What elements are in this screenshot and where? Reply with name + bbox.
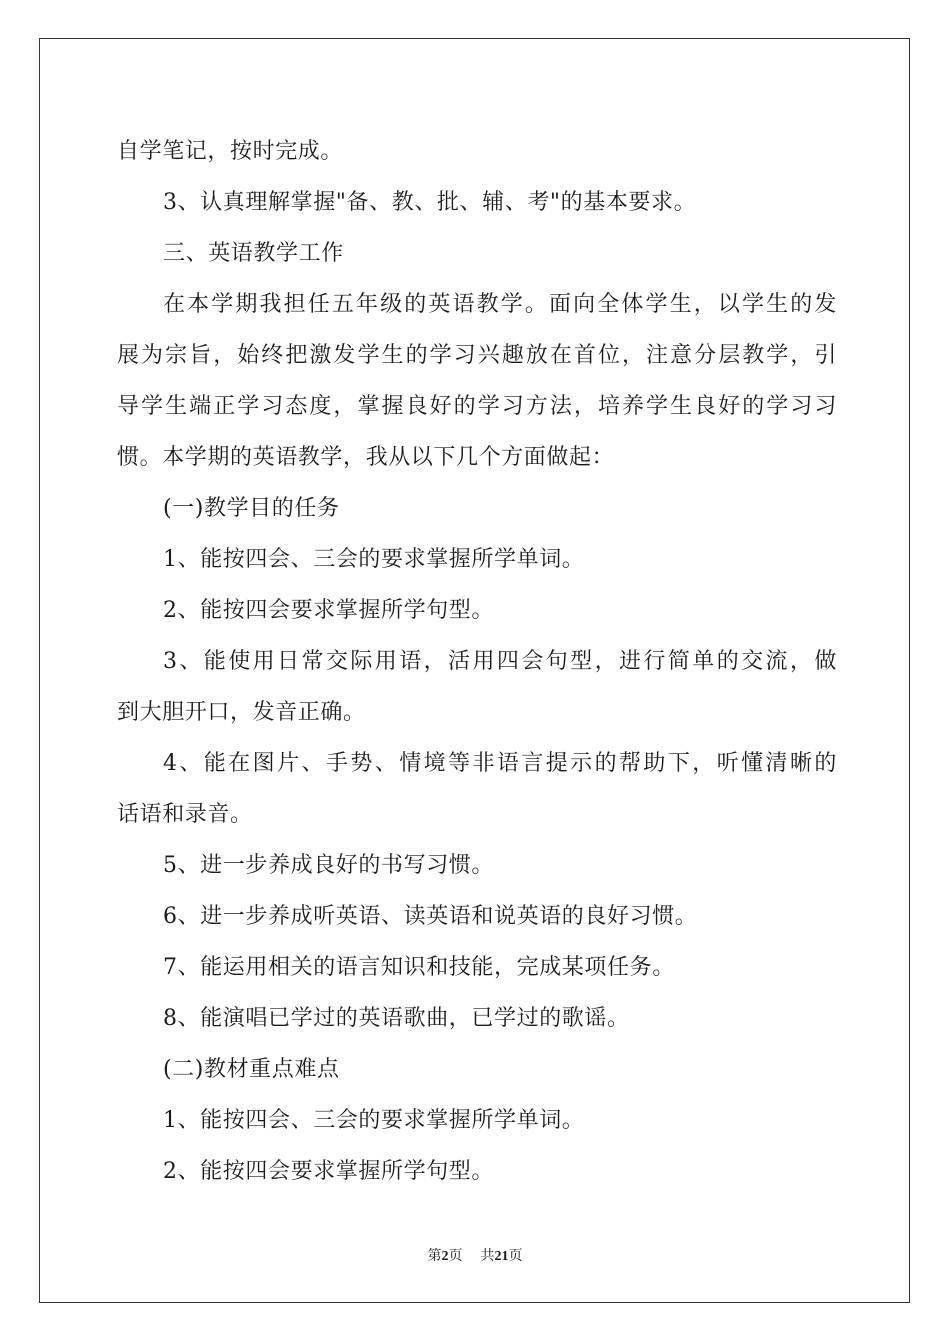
document-body — [117, 126, 837, 1197]
subsection-heading: (二)教材重点难点 — [163, 1057, 340, 1082]
page-footer — [0, 1246, 950, 1267]
list-item: 1、能按四会、三会的要求掌握所学单词。 — [163, 1108, 585, 1133]
subsection-heading: (一)教学目的任务 — [163, 496, 340, 521]
total-pages: 21 — [494, 1249, 509, 1264]
list-item-continuation: 话语和录音。 — [117, 802, 253, 827]
text-line: 3、认真理解掌握"备、教、批、辅、考"的基本要求。 — [163, 190, 697, 215]
current-page: 2 — [441, 1249, 449, 1264]
list-item: 6、进一步养成听英语、读英语和说英语的良好习惯。 — [163, 904, 698, 929]
list-item: 1、能按四会、三会的要求掌握所学单词。 — [163, 547, 585, 572]
list-item: 5、进一步养成良好的书写习惯。 — [163, 853, 494, 878]
text-line: 导学生端正学习态度，掌握良好的学习方法，培养学生良好的学习习 — [117, 394, 837, 419]
list-item: 3、能使用日常交际用语，活用四会句型，进行简单的交流，做 — [163, 649, 837, 674]
list-item: 2、能按四会要求掌握所学句型。 — [163, 1159, 494, 1184]
section-heading: 三、英语教学工作 — [163, 241, 344, 266]
text-line: 惯。本学期的英语教学，我从以下几个方面做起： — [117, 445, 615, 470]
page-number-label: 第2页 — [427, 1248, 463, 1264]
list-item: 2、能按四会要求掌握所学句型。 — [163, 598, 494, 623]
text-line: 在本学期我担任五年级的英语教学。面向全体学生，以学生的发 — [163, 292, 837, 317]
list-item-continuation: 到大胆开口，发音正确。 — [117, 700, 366, 725]
list-item: 4、能在图片、手势、情境等非语言提示的帮助下，听懂清晰的 — [163, 751, 837, 776]
list-item: 7、能运用相关的语言知识和技能，完成某项任务。 — [163, 955, 675, 980]
page-total-label: 共21页 — [480, 1248, 523, 1264]
text-line: 自学笔记，按时完成。 — [117, 139, 344, 164]
text-line: 展为宗旨，始终把激发学生的学习兴趣放在首位，注意分层教学，引 — [117, 343, 837, 368]
list-item: 8、能演唱已学过的英语歌曲，已学过的歌谣。 — [163, 1006, 630, 1031]
